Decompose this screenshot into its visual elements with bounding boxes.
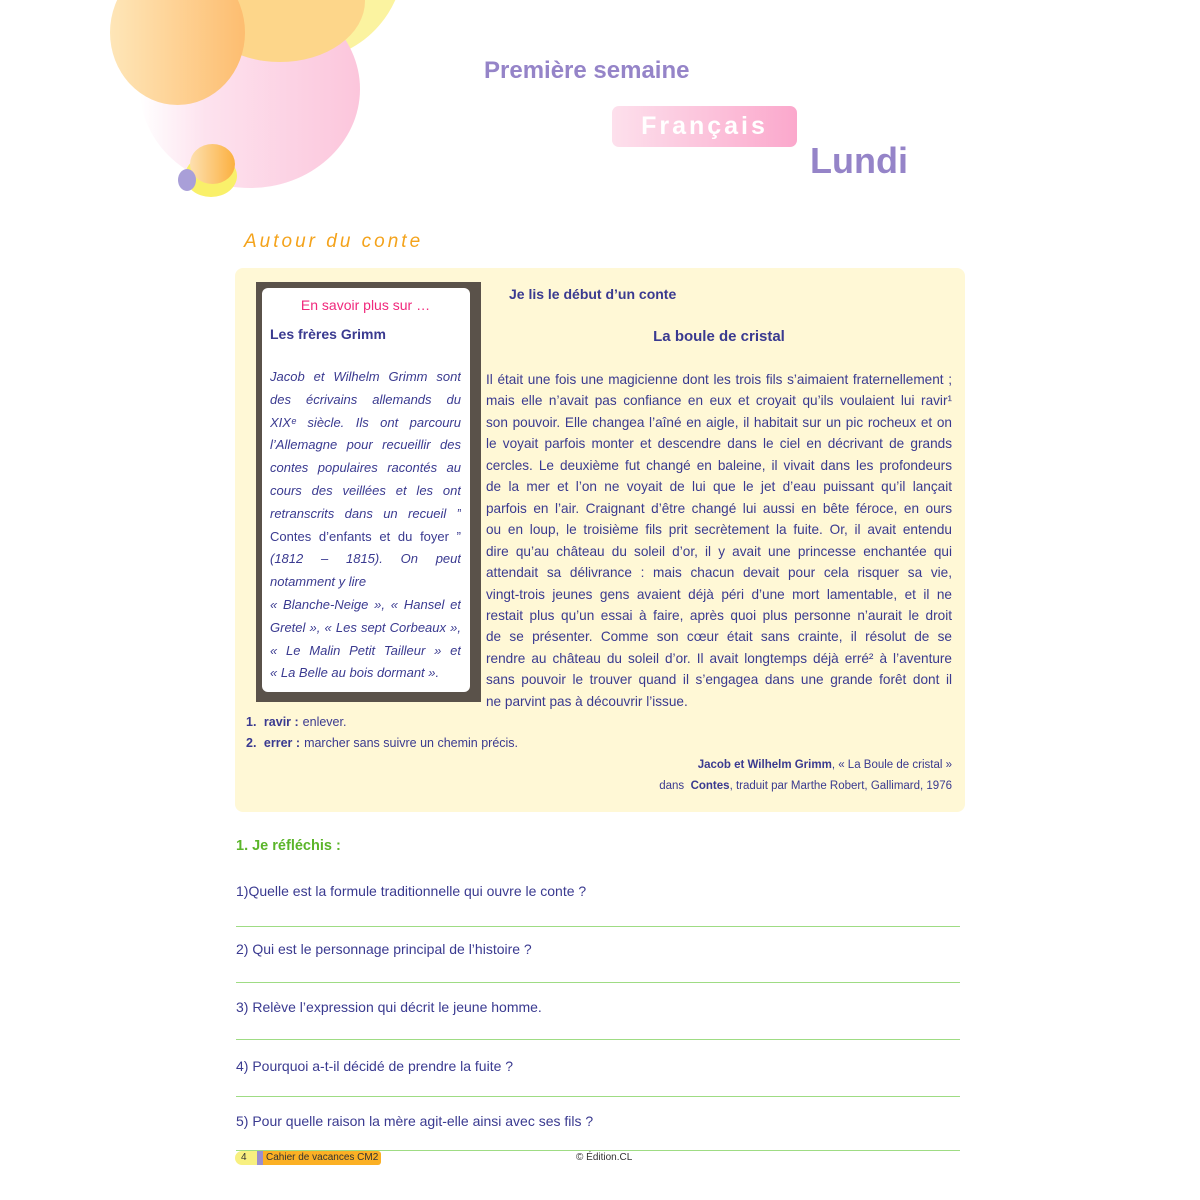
source-publisher: , traduit par Marthe Robert, Gallimard, 1976 bbox=[729, 780, 952, 792]
question-4: 4) Pourquoi a-t-il décidé de prendre la fuite ? bbox=[236, 1058, 514, 1074]
story-line: Il était une fois une magicienne dont les trois fils s’aimaient fraternellement ; bbox=[486, 372, 952, 387]
story-line: dire qu’au château du soleil d’or, il y avait une princesse enchantée qui bbox=[486, 543, 952, 559]
sidebar-info-box bbox=[262, 288, 470, 692]
footnote-definition: marcher sans suivre un chemin précis. bbox=[304, 736, 519, 750]
story-line: cercles. Le deuxième fut changé en baleine, il vivait dans les profondeurs bbox=[486, 457, 952, 473]
footnote bbox=[246, 715, 346, 729]
sidebar-line: XIXᵉ siècle. Ils ont parcouru bbox=[270, 414, 461, 430]
source-prefix: dans bbox=[659, 780, 685, 792]
sidebar-kicker: En savoir plus sur … bbox=[300, 297, 431, 313]
story-text bbox=[486, 369, 952, 712]
exercise-heading: 1. Je réfléchis : bbox=[236, 838, 341, 854]
footnote-term: ravir : bbox=[263, 715, 299, 729]
story-line: ne parvint pas à découvrir l’issue. bbox=[486, 693, 688, 709]
sidebar-line: Gretel », « Les sept Corbeaux », bbox=[270, 619, 461, 635]
source-work: , « La Boule de cristal » bbox=[831, 759, 952, 771]
story-line: son pouvoir. Elle changea l’aîné en aigle, il habitait sur un pic rocheux et on bbox=[486, 414, 952, 430]
story-line: attendait sa délivrance : mais chacun devait pour cela risquer sa vie, bbox=[486, 565, 952, 581]
section-title: Autour du conte bbox=[244, 231, 424, 252]
answer-line-3[interactable] bbox=[236, 1039, 960, 1040]
story-line: sans pouvoir le trouver quand il s’engagea dans une grande forêt dont il bbox=[486, 672, 952, 688]
story-line: restait plus qu’un essai à faire, après quoi plus personne n’aurait le droit bbox=[486, 607, 952, 623]
decorative-circle-small-orange bbox=[190, 144, 235, 184]
sidebar-text bbox=[270, 366, 461, 685]
story-line: de la mer et l’on ne voyait de lui que le jet d’eau puissant qu’il lançait bbox=[486, 479, 952, 495]
source-line-1 bbox=[698, 759, 952, 771]
sidebar-heading: Les frères Grimm bbox=[270, 326, 386, 342]
story-line: parfois en l’air. Craignant d’être changé lui aussi en bête féroce, en ours bbox=[486, 500, 952, 516]
question-1: 1)Quelle est la formule traditionnelle qui ouvre le conte ? bbox=[236, 883, 587, 899]
story-line: mais elle n’avait pas confiance en eux et croyait qu’ils voulaient lui ravir¹ bbox=[486, 393, 952, 409]
question-5: 5) Pour quelle raison la mère agit-elle ainsi avec ses fils ? bbox=[236, 1113, 594, 1129]
decorative-circle-purple bbox=[178, 169, 196, 191]
story-line: de se présenter. Comme son cœur était sans crainte, il résolut de se bbox=[486, 629, 952, 645]
footnote-number: 1. bbox=[246, 715, 257, 729]
week-title: Première semaine bbox=[484, 57, 690, 84]
story-line: rendre au château du soleil d’or. Il avait longtemps déjà erré² à l’aventure bbox=[486, 650, 952, 666]
source-authors: Jacob et Wilhelm Grimm bbox=[697, 759, 832, 771]
story-line: le voyait parfois monter et descendre dans le ciel en décrivant de grands bbox=[486, 436, 952, 452]
footnote bbox=[246, 736, 518, 750]
source-line-2 bbox=[659, 780, 952, 792]
sidebar-line: « La Belle au bois dormant ». bbox=[270, 665, 440, 681]
story-title: La boule de cristal bbox=[653, 328, 785, 345]
footnote-definition: enlever. bbox=[302, 715, 347, 729]
day-title: Lundi bbox=[810, 140, 908, 181]
story-line: ou en loup, le troisième fils prit secrètement la fuite. Or, il avait entendu bbox=[486, 522, 952, 538]
footer-title: Cahier de vacances CM2 bbox=[263, 1151, 381, 1165]
sidebar-line: contes populaires racontés au bbox=[270, 460, 461, 476]
sidebar-line: Jacob et Wilhelm Grimm sont bbox=[270, 369, 461, 384]
answer-line-2[interactable] bbox=[236, 982, 960, 983]
sidebar-line: cours des veillées et les ont bbox=[270, 482, 461, 498]
sidebar-line: « Blanche-Neige », « Hansel et bbox=[270, 596, 461, 612]
sidebar-line: des écrivains allemands du bbox=[270, 391, 461, 407]
question-2: 2) Qui est le personnage principal de l’histoire ? bbox=[236, 941, 532, 957]
answer-line-4[interactable] bbox=[236, 1096, 960, 1097]
sidebar-line: l’Allemagne pour recueillir des bbox=[270, 437, 461, 453]
copyright: © Édition.CL bbox=[576, 1152, 633, 1163]
footnote-term: errer : bbox=[263, 736, 301, 750]
sidebar-line: (1812 – 1815). On peut bbox=[270, 551, 461, 567]
subject-badge: Français bbox=[612, 106, 797, 147]
sidebar-line: Contes d’enfants et du foyer ” bbox=[270, 528, 461, 544]
sidebar-line: « Le Malin Petit Tailleur » et bbox=[270, 642, 461, 658]
page-number: 4 bbox=[235, 1151, 261, 1165]
story-line: vingt-trois jeunes gens avaient déjà péri d’une mort lamentable, et il ne bbox=[486, 586, 952, 602]
footnote-number: 2. bbox=[246, 736, 257, 750]
answer-line-1[interactable] bbox=[236, 926, 960, 927]
sidebar-line: retranscrits dans un recueil ” bbox=[270, 505, 461, 521]
question-3: 3) Relève l’expression qui décrit le jeune homme. bbox=[236, 999, 542, 1015]
source-book: Contes bbox=[690, 780, 730, 792]
reading-label: Je lis le début d’un conte bbox=[509, 286, 677, 302]
sidebar-line: notamment y lire bbox=[270, 574, 367, 590]
